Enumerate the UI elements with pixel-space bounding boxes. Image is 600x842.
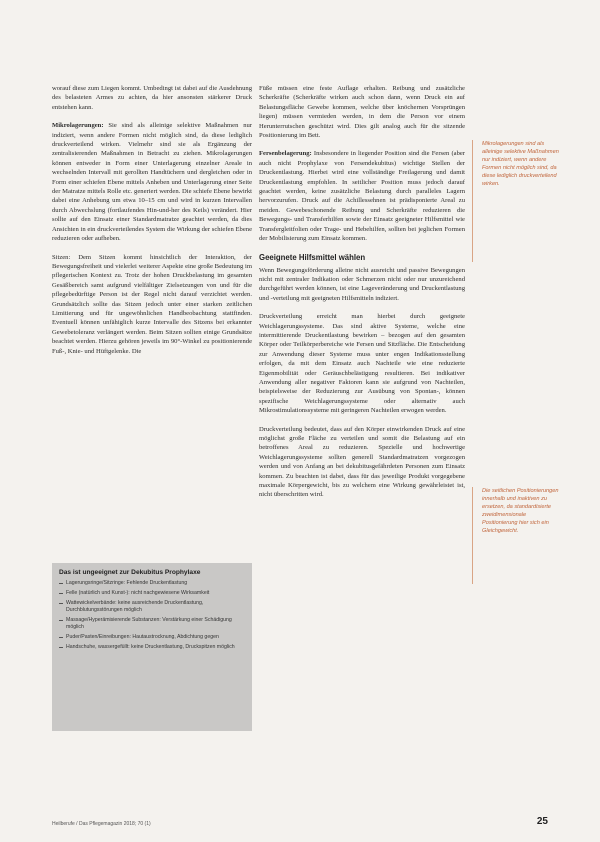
list-item: Massage/Hyperämisierende Substanzen: Verstärkung einer Schädigung möglich <box>59 617 245 631</box>
page-footer <box>52 818 548 830</box>
footer-source: Heilberufe / Das Pflegemagazin 2018; 70 (1) <box>52 821 151 827</box>
list-item: Felle (natürlich und Kunst-): nicht nachgewiesene Wirksamkeit <box>59 590 245 597</box>
margin-note: Die seitlichen Positionierungen innerhalb und inaktiven zu ersetzen, da standardisierte zweidimensionale Positionierung hier sich ein Gleichgewicht. <box>482 488 559 534</box>
paragraph: Füße müssen eine feste Auflage erhalten. Reibung und zusätzliche Scherkräfte (Scherkräfte wirken auch schon dann, wenn Druck ein auf Belastungsfläche Gewebe kommen, welche über knöchernen Vorsprüngen liegen) müssen vermieden werden, in dem die Person vor einem Herunterrutschen geschützt wird. Dies gilt analog auch für die sitzende Positionierung im Bett. <box>259 85 465 140</box>
paragraph: worauf diese zum Liegen kommt. Umbedingt ist dabei auf die Ausdehnung des belasteten Armes zu achten, da hier ansonsten stärkerer Druck entstehen kann. <box>52 85 252 111</box>
paragraph: Wenn Bewegungsförderung alleine nicht ausreicht und passive Bewegungen nicht mit zentraler Indikation oder Schmerzen nicht oder nur unzureichend durchgeführt werden können, ist eine Lageveränderung und Druckentlastung und -verteilung mit geeigneten Hilfsmitteln indiziert. <box>259 266 465 302</box>
paragraph: Druckverteilung bedeutet, dass auf den Körper einwirkenden Druck auf eine möglichst große Fläche zu verteilen und somit die Belastung auf ein betroffenes Areal zu reduzieren. Spezielle und hochwertige Weichlagerungssysteme sollten generell Standardmatratzen vorgezogen werden und von Anfang an bei dekubitusgefährdeten Personen zum Einsatz kommen. Zu beachten ist dabei, dass für das jeweilige Produkt vorgegebene maximale Körpergewicht, bis zu welchem eine Wirkung gewährleistet ist, nicht überschritten wird. <box>259 425 465 499</box>
paragraph-text: Insbesondere in liegender Position sind die Fersen (aber auch nicht Prophylaxe von Fersendekubitus) wichtige Stellen der Druckentlastung. Hierbei wird eine vollständige Freilagerung und damit Druckentlastung empfohlen. In seitlicher Position muss jedoch darauf geachtet werden, keine zusätzliche Belastung durch paralleles Lagern hervorzurufen. Druck auf die Achillessehnen ist prädisponierte Areal zu meiden. Gewebeschonende Reibung und Scherkräfte reduzieren die Bewegungs- und Transferhilfen sowie der Einsatz geeigneter Hilfsmittel wie Transfergleitfolien oder Trage- und Hebehilfen, sollten bei jeglichen Formen der Mobilisierung zum Einsatz kommen. <box>259 150 465 243</box>
paragraph: Sitzen: Dem Sitzen kommt hinsichtlich der Interaktion, der Bewegungsfreiheit und vielerlei weiterer Aspekte eine große Bedeutung im pflegerischen Kontext zu. Trotz der hohen Druckbelastung im gesamten Gesäßbereich samt aufgrund vielfältiger Zielsetzungen von und für die pflegebedürftige Person ist der Regel nicht darauf verzichtet werden. Grundsätzlich sollte das Sitzen jedoch unter einer starken zeitlichen Limitierung und für ungewöhnlichen Handbeobachtung stattfinden. Eventuell können unfähiglich kurze Intervalle des Sitzens bei erkannter Gewebetoleranz verlängert werden. Beim Sitzen sollten einige Grundsätze beachtet werden. Hierzu gehören jeweils im 90°-Winkel zu positionierende Fuß-, Knie- und Hüftgelenke. Die <box>52 253 252 355</box>
section-heading: Geeignete Hilfsmittel wählen <box>259 252 366 262</box>
info-box-list <box>59 580 245 651</box>
middle-column <box>259 84 465 509</box>
paragraph-lead: Mikrolagerungen: <box>52 122 104 130</box>
paragraph-text: Sie sind als alleinige selektive Maßnahmen nur indiziert, wenn andere Formen nicht möglich sind, da diese lediglich druckverteilend wirken. Vielmehr sind sie als Ergänzung der zentralisierenden Maßnahmen in Betracht zu ziehen. Mikrolagerungen können entweder in Form einer Unterlagerung einzelner Areale in wechselnden Intervall mit gerollten Handtüchern und dergleichen oder in Form einer schiefen Ebene mittels Anheben und Unterlagerung einer Seite der Matratze mittels Rolle etc. generiert werden. Die schiefe Ebene bewirkt dabei eine Anhebung um etwa 10–15 cm und wird in kurzen Intervallen durch Abwechslung (fortlaufendes Hin-und-her des Keils) verändert. Hier sollte auf den Einsatz einer Standardmatratze geachtet werden, da dies Ansichten in ein druckverteilendes System die Wirkung der schiefen Ebene reduzieren oder aufheben. <box>52 122 252 243</box>
info-box <box>52 563 252 731</box>
margin-note: Mikrolagerungen sind als alleinige selektive Maßnahmen nur indiziert, wenn andere Formen nicht möglich sind, da diese lediglich druckverteilend wirken. <box>482 141 559 187</box>
paragraph <box>259 149 465 243</box>
page-number: 25 <box>536 816 548 827</box>
left-column <box>52 84 252 365</box>
list-item: Lagerungsringe/Sitzringe: Fehlende Druckentlastung <box>59 580 245 587</box>
paragraph: Druckverteilung erreicht man hierbei durch geeignete Weichlagerungssysteme. Das sind aktive Systeme, welche eine intermittierende Druckentlastung bewirken – bezogen auf den gesamten Körper oder Teilkörperbereiche wie Fersen und Sitzfläche. Die Entscheidung zur Anwendung dieser Systeme muss unter engen Indikationsstellung erfolgen, da mit dem Einsatz auch Nachteile wie eine reduzierte Eigenmobilität oder Geräuschbelästigung resultieren. Bei indikativer Anwendung aller negativer Faktoren kann sie aufgrund von Nachteilen, beispielsweise der Reduzierung zur Ausübung von Spontan-, können spezifische Weichlagerungssysteme oder alternativ auch Mikrostimulationssysteme mit geringeren Nachteilen erwogen werden. <box>259 313 465 415</box>
list-item: Handschuhe, wassergefüllt: keine Druckentlastung, Druckspitzen möglich <box>59 644 245 651</box>
list-item: Puder/Pasten/Einreibungen: Hautaustrocknung, Abdichtung gegen <box>59 634 245 641</box>
paragraph-lead: Fersenbelagerung: <box>259 150 312 158</box>
list-item: Wattewickelverbände: keine ausreichende Druckentlastung, Durchblutungsstörungen möglich <box>59 600 245 614</box>
margin-note-rule <box>472 140 473 262</box>
margin-note-rule <box>472 487 473 584</box>
info-box-title: Das ist ungeeignet zur Dekubitus Prophylaxe <box>59 569 201 576</box>
paragraph <box>52 121 252 243</box>
